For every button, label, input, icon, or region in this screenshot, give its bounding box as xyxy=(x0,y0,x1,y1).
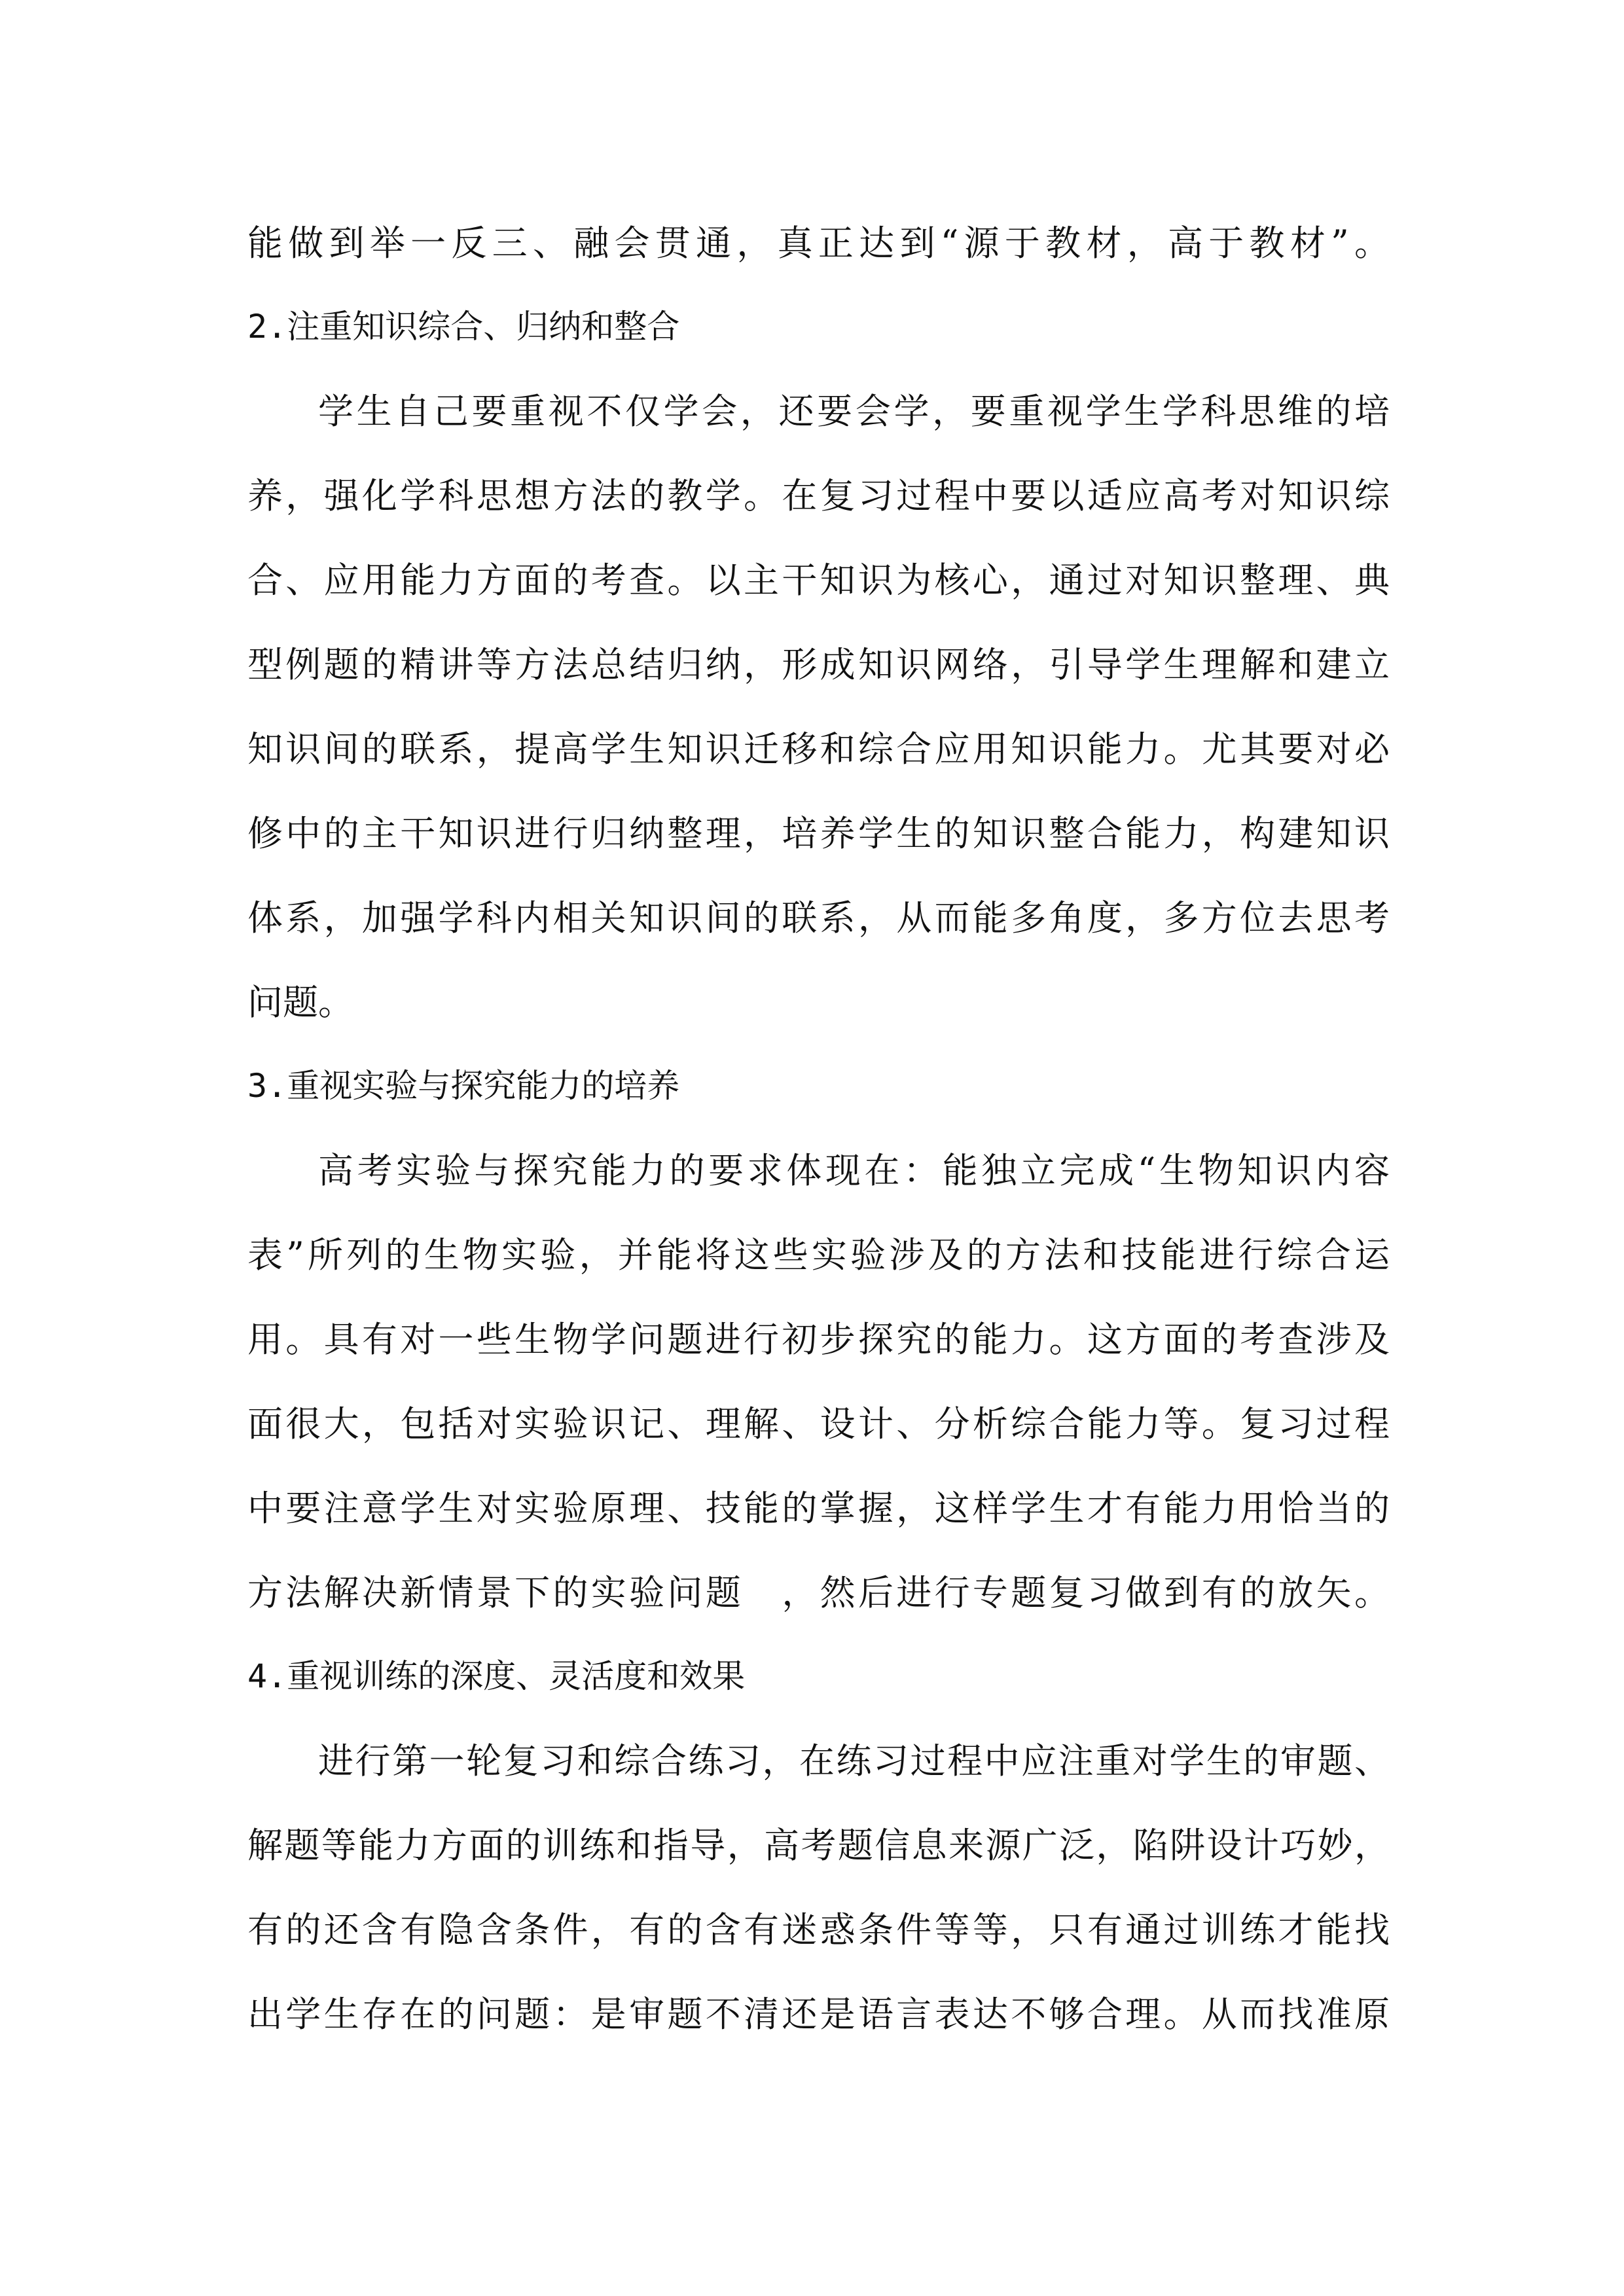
paragraph-line: 学生自己要重视不仅学会，还要会学，要重视学生学科思维的培 xyxy=(318,391,1390,432)
paragraph-line: 方法解决新情景下的实验问题 ，然后进行专题复习做到有的放矢。 xyxy=(247,1572,1390,1613)
paragraph-line: 用。具有对一些生物学问题进行初步探究的能力。这方面的考查涉及 xyxy=(247,1319,1390,1360)
paragraph-line: 进行第一轮复习和综合练习，在练习过程中应注重对学生的审题、 xyxy=(318,1740,1390,1782)
paragraph-line: 合、应用能力方面的考查。以主干知识为核心，通过对知识整理、典 xyxy=(247,560,1390,601)
paragraph-line: 知识间的联系，提高学生知识迁移和综合应用知识能力。尤其要对必 xyxy=(247,728,1390,770)
paragraph-line: 中要注意学生对实验原理、技能的掌握，这样学生才有能力用恰当的 xyxy=(247,1488,1390,1529)
paragraph-line: 解题等能力方面的训练和指导，高考题信息来源广泛，陷阱设计巧妙， xyxy=(247,1825,1390,1866)
section-heading-3: 3.重视实验与探究能力的培养 xyxy=(247,1067,680,1105)
paragraph-line: 能做到举一反三、融会贯通，真正达到“源于教材，高于教材”。 xyxy=(247,223,1390,264)
paragraph-line: 表”所列的生物实验，并能将这些实验涉及的方法和技能进行综合运 xyxy=(247,1234,1390,1276)
paragraph-line: 问题。 xyxy=(247,982,353,1023)
paragraph-line: 出学生存在的问题：是审题不清还是语言表达不够合理。从而找准原 xyxy=(247,1994,1390,2035)
paragraph-line: 修中的主干知识进行归纳整理，培养学生的知识整合能力，构建知识 xyxy=(247,813,1390,854)
section-heading-2: 2.注重知识综合、归纳和整合 xyxy=(247,308,680,346)
paragraph-line: 有的还含有隐含条件，有的含有迷惑条件等等，只有通过训练才能找 xyxy=(247,1909,1390,1950)
section-heading-4: 4.重视训练的深度、灵活度和效果 xyxy=(247,1657,746,1695)
paragraph-line: 型例题的精讲等方法总结归纳，形成知识网络，引导学生理解和建立 xyxy=(247,644,1390,685)
paragraph-line: 高考实验与探究能力的要求体现在：能独立完成“生物知识内容 xyxy=(318,1150,1390,1191)
paragraph-line: 体系，加强学科内相关知识间的联系，从而能多角度，多方位去思考 xyxy=(247,897,1390,939)
paragraph-line: 面很大，包括对实验识记、理解、设计、分析综合能力等。复习过程 xyxy=(247,1403,1390,1444)
paragraph-line: 养，强化学科思想方法的教学。在复习过程中要以适应高考对知识综 xyxy=(247,475,1390,516)
